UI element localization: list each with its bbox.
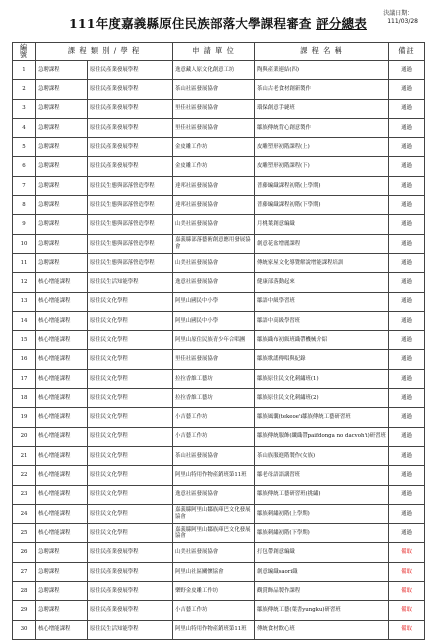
row-result: 備取 — [389, 582, 425, 601]
row-number: 13 — [13, 292, 36, 311]
row-program: 原住民產業發展學程 — [88, 562, 173, 581]
row-category: 急聘課程 — [36, 157, 88, 176]
row-course: 鄒族原住民文化刺繡班(1) — [255, 369, 389, 388]
row-program: 原住民文化學程 — [88, 504, 173, 523]
row-result: 通過 — [389, 118, 425, 137]
row-category: 核心增能課程 — [36, 446, 88, 465]
row-result: 通過 — [389, 524, 425, 543]
row-program: 原住民文化學程 — [88, 311, 173, 330]
row-program: 原住民文化學程 — [88, 331, 173, 350]
row-category: 核心增能課程 — [36, 331, 88, 350]
table-row — [13, 427, 425, 446]
row-program: 原住民文化學程 — [88, 524, 173, 543]
row-number: 17 — [13, 369, 36, 388]
row-result: 通過 — [389, 504, 425, 523]
row-category: 急聘課程 — [36, 215, 88, 234]
row-program: 原住民生態與部落營造學程 — [88, 196, 173, 215]
row-unit: 逸意藏人原文化創意工坊 — [173, 61, 255, 80]
row-result: 通過 — [389, 427, 425, 446]
row-unit: 小吉藝工作坊 — [173, 601, 255, 620]
row-unit: 山美社區發展協會 — [173, 543, 255, 562]
row-course: 月桃葉創意編織 — [255, 215, 389, 234]
row-program: 原住民文化學程 — [88, 466, 173, 485]
row-result: 通過 — [389, 311, 425, 330]
row-program: 原住民產業發展學程 — [88, 601, 173, 620]
row-program: 原住民生態與部落營造學程 — [88, 253, 173, 272]
row-result: 備取 — [389, 543, 425, 562]
row-result: 通過 — [389, 234, 425, 253]
row-program: 原住民文化學程 — [88, 369, 173, 388]
row-unit: 里佳社區發展協會 — [173, 118, 255, 137]
row-course: 鄒族傳統工藝研習班(挑繡) — [255, 485, 389, 504]
row-result: 通過 — [389, 157, 425, 176]
row-number: 16 — [13, 350, 36, 369]
table-row — [13, 369, 425, 388]
row-category: 急聘課程 — [36, 601, 88, 620]
table-row — [13, 446, 425, 465]
row-number: 12 — [13, 273, 36, 292]
table-body — [13, 61, 425, 640]
row-category: 核心增能課程 — [36, 311, 88, 330]
title-underlined: 評分總表 — [316, 16, 367, 31]
row-category: 核心增能課程 — [36, 524, 88, 543]
row-program: 原住民產業發展學程 — [88, 582, 173, 601]
decision-date: 111/03/28 — [387, 18, 418, 25]
row-result: 通過 — [389, 408, 425, 427]
row-course: 鄒語中級學習班 — [255, 292, 389, 311]
row-course: 鄒族刺繡初階(上學期) — [255, 504, 389, 523]
row-result: 通過 — [389, 253, 425, 272]
row-program: 原住民產業發展學程 — [88, 99, 173, 118]
row-category: 急聘課程 — [36, 196, 88, 215]
row-number: 23 — [13, 485, 36, 504]
row-number: 24 — [13, 504, 36, 523]
row-result: 通過 — [389, 80, 425, 99]
row-unit: 嘉義縣部落藝術創意應用發展協會 — [173, 234, 255, 253]
row-course: 皮雕塑形初階課程(上) — [255, 138, 389, 157]
table-row — [13, 408, 425, 427]
row-unit: 小吉藝工作坊 — [173, 427, 255, 446]
row-category: 核心增能課程 — [36, 466, 88, 485]
row-course: 打包帶創意編織 — [255, 543, 389, 562]
table-row — [13, 215, 425, 234]
title-main: 111年度嘉義縣原住民族部落大學課程審查 — [69, 16, 312, 31]
table-row — [13, 331, 425, 350]
row-course: 鄒老母語語講習班 — [255, 466, 389, 485]
row-number: 25 — [13, 524, 36, 543]
row-result: 備取 — [389, 562, 425, 581]
table-row — [13, 61, 425, 80]
row-program: 原住民文化學程 — [88, 292, 173, 311]
row-unit: 達邦社區發展協會 — [173, 196, 255, 215]
row-unit: 拉拉香維工藝坊 — [173, 389, 255, 408]
row-course: 鄒族風囊(tekeoe'i鄒族傳統工藝研習班 — [255, 408, 389, 427]
row-course: 普藤編織課程初階(下學期) — [255, 196, 389, 215]
table-row — [13, 524, 425, 543]
row-unit: 山美社區發展協會 — [173, 253, 255, 272]
header-course: 課 程 名 稱 — [255, 43, 389, 61]
row-unit: 阿里山特用作物產銷班第11班 — [173, 620, 255, 639]
row-result: 通過 — [389, 446, 425, 465]
table-row — [13, 543, 425, 562]
row-number: 15 — [13, 331, 36, 350]
table-row — [13, 157, 425, 176]
row-result: 備取 — [389, 601, 425, 620]
row-course: 觀賞飾品製作課程 — [255, 582, 389, 601]
row-number: 6 — [13, 157, 36, 176]
row-program: 原住民文化學程 — [88, 446, 173, 465]
table-row — [13, 311, 425, 330]
table-header-row — [13, 43, 425, 61]
table-row — [13, 350, 425, 369]
row-unit: 阿里山國民中小學 — [173, 311, 255, 330]
row-course: 鄒族刺繡初階(下學期) — [255, 524, 389, 543]
header-number: 編 號 — [13, 43, 36, 61]
table-row — [13, 99, 425, 118]
row-category: 急聘課程 — [36, 118, 88, 137]
row-unit: 達邦社區發展協會 — [173, 176, 255, 195]
row-unit: 金皮雕工作坊 — [173, 157, 255, 176]
row-result: 通過 — [389, 196, 425, 215]
review-score-table — [12, 42, 425, 640]
table-row — [13, 562, 425, 581]
table-row — [13, 253, 425, 272]
row-course: 創意花盆增麗課程 — [255, 234, 389, 253]
row-number: 21 — [13, 446, 36, 465]
row-result: 通過 — [389, 350, 425, 369]
row-number: 28 — [13, 582, 36, 601]
row-course: 傳統家屋文化導覽解說增能課程培訓 — [255, 253, 389, 272]
table-row — [13, 466, 425, 485]
row-course: 傳統食材飲心班 — [255, 620, 389, 639]
row-number: 3 — [13, 99, 36, 118]
row-number: 22 — [13, 466, 36, 485]
row-unit: 阿里山國民中小學 — [173, 292, 255, 311]
row-number: 10 — [13, 234, 36, 253]
row-category: 急聘課程 — [36, 543, 88, 562]
row-category: 核心增能課程 — [36, 350, 88, 369]
row-unit: 里佳社區發展協會 — [173, 350, 255, 369]
row-number: 27 — [13, 562, 36, 581]
table-row — [13, 118, 425, 137]
row-course: 鄒族織布初級班織帶機械介紹 — [255, 331, 389, 350]
decision-label: 決議日期： — [383, 10, 414, 17]
row-unit: 阿里山特用作物產銷班第11班 — [173, 466, 255, 485]
table-row — [13, 485, 425, 504]
row-course: 陶與產業連結(四) — [255, 61, 389, 80]
row-course: 鄒語中高級學習班 — [255, 311, 389, 330]
row-number: 19 — [13, 408, 36, 427]
row-course: 鄒族傳統工藝(葉書yungku)研習班 — [255, 601, 389, 620]
row-category: 核心增能課程 — [36, 620, 88, 639]
row-category: 急聘課程 — [36, 99, 88, 118]
row-result: 通過 — [389, 389, 425, 408]
row-result: 通過 — [389, 99, 425, 118]
row-program: 原住民文化學程 — [88, 427, 173, 446]
row-result: 通過 — [389, 485, 425, 504]
table-row — [13, 504, 425, 523]
table-row — [13, 292, 425, 311]
row-number: 26 — [13, 543, 36, 562]
row-category: 急聘課程 — [36, 234, 88, 253]
row-category: 急聘課程 — [36, 61, 88, 80]
row-number: 9 — [13, 215, 36, 234]
row-program: 原住民文化學程 — [88, 408, 173, 427]
row-number: 29 — [13, 601, 36, 620]
row-course: 環保創意手縫班 — [255, 99, 389, 118]
decision-date-block — [383, 10, 418, 26]
row-program: 原住民生態與部落營造學程 — [88, 176, 173, 195]
row-unit: 阿里山原住民族青少年合唱團 — [173, 331, 255, 350]
row-program: 原住民生態與部落營造學程 — [88, 215, 173, 234]
row-category: 急聘課程 — [36, 582, 88, 601]
row-program: 原住民產業發展學程 — [88, 138, 173, 157]
row-course: 鄒族原住民文化刺繡班(2) — [255, 389, 389, 408]
row-unit: 里佳社區發展協會 — [173, 99, 255, 118]
row-result: 通過 — [389, 61, 425, 80]
row-program: 原住民產業發展學程 — [88, 543, 173, 562]
row-unit: 茶山社區發展協會 — [173, 446, 255, 465]
row-unit: 金皮雕工作坊 — [173, 138, 255, 157]
row-course: 鄒族歌謠傳唱與紀錄 — [255, 350, 389, 369]
row-unit: 阿里山社區關懷協會 — [173, 562, 255, 581]
row-program: 原住民生活知能學程 — [88, 620, 173, 639]
table-row — [13, 80, 425, 99]
row-program: 原住民產業發展學程 — [88, 61, 173, 80]
row-category: 核心增能課程 — [36, 389, 88, 408]
row-unit: 逸意社區發展協會 — [173, 485, 255, 504]
row-number: 14 — [13, 311, 36, 330]
row-number: 30 — [13, 620, 36, 639]
row-course: 健康部落動起來 — [255, 273, 389, 292]
row-program: 原住民文化學程 — [88, 350, 173, 369]
row-unit: 茶山社區發展協會 — [173, 80, 255, 99]
row-course: 茶山古老食材創新製作 — [255, 80, 389, 99]
row-program: 原住民產業發展學程 — [88, 157, 173, 176]
row-program: 原住民產業發展學程 — [88, 118, 173, 137]
row-result: 通過 — [389, 215, 425, 234]
header-remark: 備註 — [389, 43, 425, 61]
row-course: 鄒族傳統服飾(纖織帶paifdonga no dacvoh'i)研習班 — [255, 427, 389, 446]
row-result: 通過 — [389, 176, 425, 195]
row-number: 2 — [13, 80, 36, 99]
row-number: 1 — [13, 61, 36, 80]
row-unit: 逸意社區發展協會 — [173, 273, 255, 292]
row-result: 通過 — [389, 292, 425, 311]
row-course: 茶山族服進階製作(女族) — [255, 446, 389, 465]
row-number: 5 — [13, 138, 36, 157]
row-unit: 嘉義縣阿里山鄒族庫巴文化發展協會 — [173, 504, 255, 523]
row-unit: 樂野金皮雕工作坊 — [173, 582, 255, 601]
row-result: 通過 — [389, 466, 425, 485]
table-row — [13, 273, 425, 292]
row-course: 鄒族傳統背心創意製作 — [255, 118, 389, 137]
row-course: 皮雕塑形初階課程(下) — [255, 157, 389, 176]
row-program: 原住民文化學程 — [88, 485, 173, 504]
row-program: 原住民生活知能學程 — [88, 273, 173, 292]
row-course: 創意編織saori織 — [255, 562, 389, 581]
row-category: 急聘課程 — [36, 80, 88, 99]
row-number: 20 — [13, 427, 36, 446]
row-category: 急聘課程 — [36, 562, 88, 581]
row-program: 原住民文化學程 — [88, 389, 173, 408]
row-number: 11 — [13, 253, 36, 272]
row-number: 8 — [13, 196, 36, 215]
row-result: 通過 — [389, 273, 425, 292]
header-category: 課 程 類 別 / 學 程 — [36, 43, 173, 61]
table-row — [13, 234, 425, 253]
table-row — [13, 620, 425, 639]
row-result: 通過 — [389, 331, 425, 350]
row-result: 備取 — [389, 620, 425, 639]
row-number: 7 — [13, 176, 36, 195]
row-category: 核心增能課程 — [36, 427, 88, 446]
row-category: 急聘課程 — [36, 138, 88, 157]
table-row — [13, 601, 425, 620]
row-category: 核心增能課程 — [36, 408, 88, 427]
row-unit: 拉拉香維工藝坊 — [173, 369, 255, 388]
table-row — [13, 176, 425, 195]
row-category: 核心增能課程 — [36, 485, 88, 504]
row-category: 急聘課程 — [36, 176, 88, 195]
row-unit: 小吉藝工作坊 — [173, 408, 255, 427]
row-unit: 嘉義縣阿里山鄒族庫巴文化發展協會 — [173, 524, 255, 543]
row-result: 通過 — [389, 369, 425, 388]
row-category: 核心增能課程 — [36, 504, 88, 523]
table-row — [13, 582, 425, 601]
row-number: 18 — [13, 389, 36, 408]
row-number: 4 — [13, 118, 36, 137]
row-course: 普藤編織課程初階(上學期) — [255, 176, 389, 195]
row-category: 核心增能課程 — [36, 369, 88, 388]
header-unit: 申 請 單 位 — [173, 43, 255, 61]
table-row — [13, 389, 425, 408]
row-category: 急聘課程 — [36, 253, 88, 272]
row-program: 原住民生態與部落營造學程 — [88, 234, 173, 253]
row-category: 核心增能課程 — [36, 273, 88, 292]
table-row — [13, 196, 425, 215]
page-title — [0, 14, 436, 32]
table-row — [13, 138, 425, 157]
row-result: 通過 — [389, 138, 425, 157]
row-unit: 山美社區發展協會 — [173, 215, 255, 234]
row-category: 核心增能課程 — [36, 292, 88, 311]
row-program: 原住民產業發展學程 — [88, 80, 173, 99]
